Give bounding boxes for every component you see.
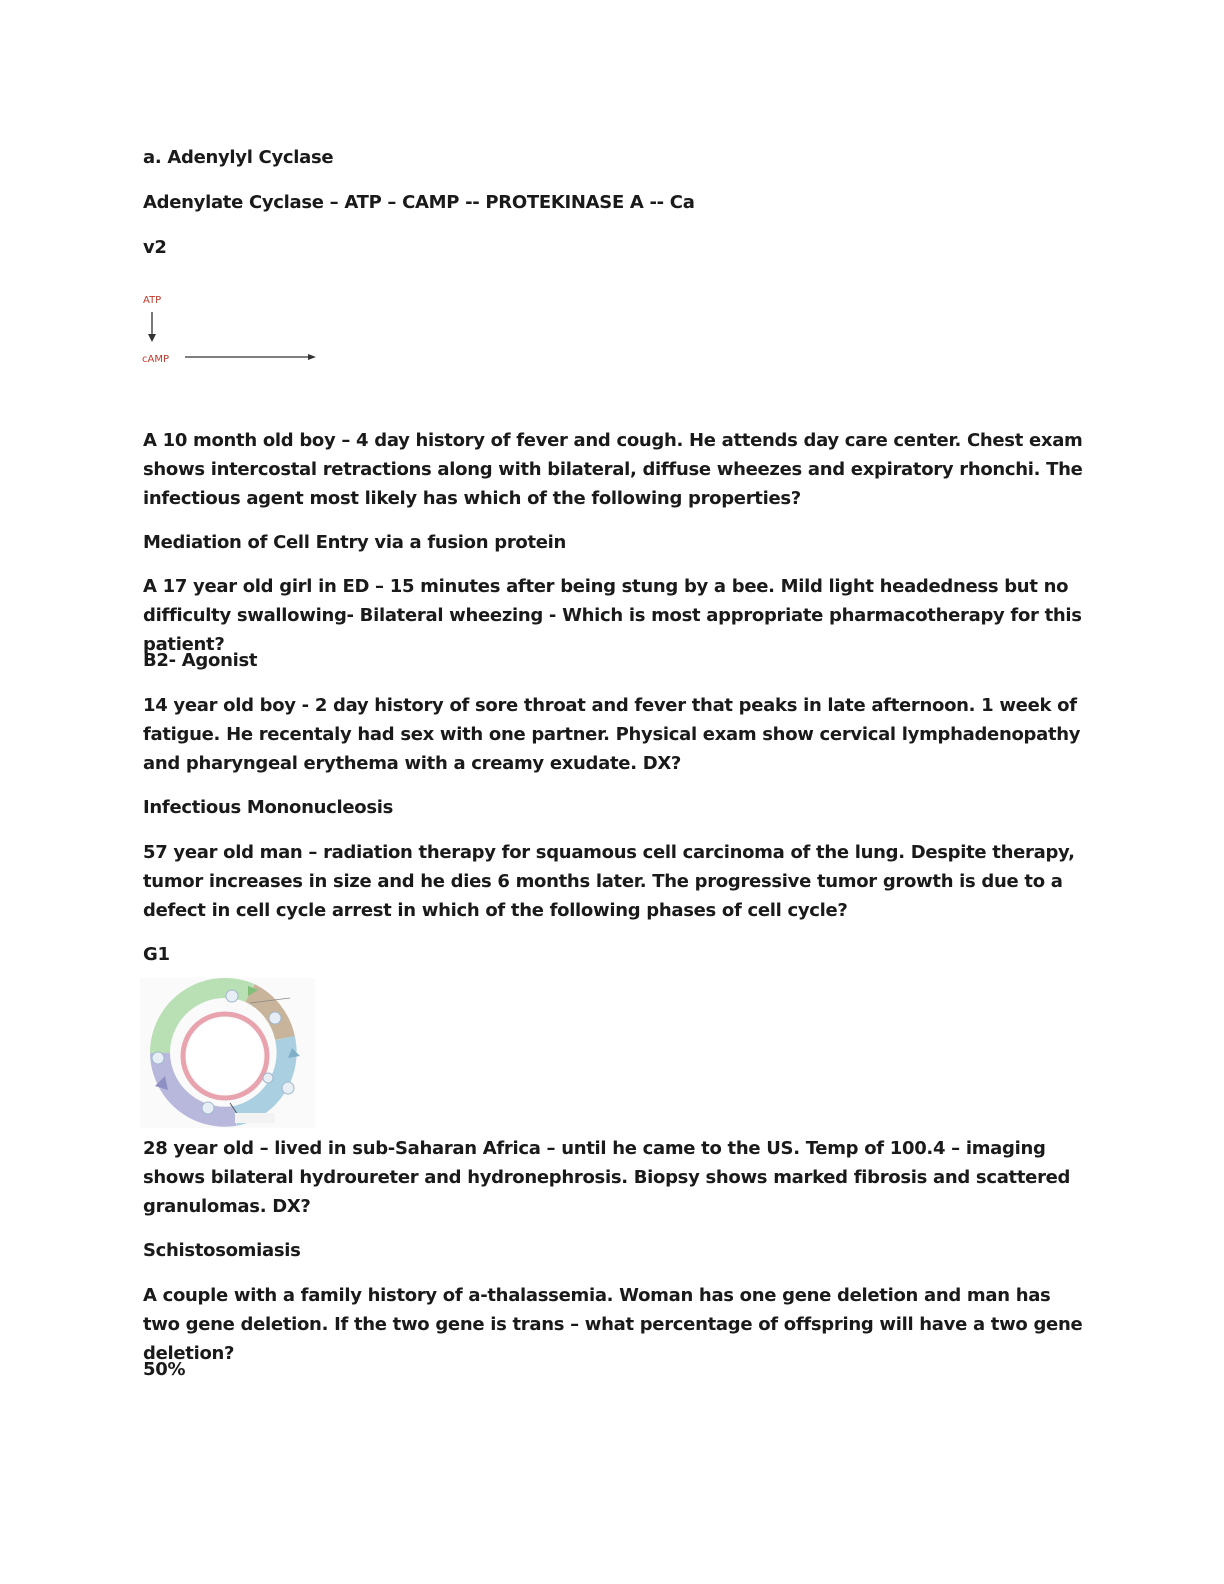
- checkpoint-dot: [263, 1073, 273, 1083]
- camp-label: cAMP: [142, 354, 169, 365]
- answer-1: Mediation of Cell Entry via a fusion protein: [143, 532, 567, 553]
- v2-label: v2: [143, 237, 167, 258]
- atp-label: ATP: [143, 295, 162, 306]
- right-arrowhead-icon: [308, 354, 316, 360]
- answer-6: 50%: [143, 1359, 186, 1380]
- question-5: 28 year old – lived in sub-Saharan Africa – until he came to the US. Temp of 100.4 – imaging shows bilateral hydroureter and hydronephrosis. Biopsy shows marked fibrosis and scattered granulomas. DX?: [143, 1138, 1071, 1217]
- question-4: 57 year old man – radiation therapy for squamous cell carcinoma of the lung. Despite therapy, tumor increases in size and he dies 6 months later. The progressive tumor growth is due to a defect in cell cycle arrest in which of the following phases of cell cycle?: [143, 842, 1075, 921]
- answer-4: G1: [143, 944, 170, 965]
- pathway-line: Adenylate Cyclase – ATP – CAMP -- PROTEKINASE A -- Ca: [143, 192, 695, 213]
- question-1: A 10 month old boy – 4 day history of fever and cough. He attends day care center. Chest exam shows intercostal retractions along with bilateral, diffuse wheezes and expiratory rhonchi. The infectious agent most likely has which of the following properties?: [143, 430, 1083, 509]
- checkpoint-dot: [152, 1052, 164, 1064]
- checkpoint-dot: [282, 1082, 294, 1094]
- checkpoint-dot: [269, 1012, 281, 1024]
- answer-3: Infectious Mononucleosis: [143, 797, 394, 818]
- checkpoint-dot: [202, 1102, 214, 1114]
- checkpoint-dot: [226, 990, 238, 1002]
- section-heading: a. Adenylyl Cyclase: [143, 147, 334, 168]
- answer-5: Schistosomiasis: [143, 1240, 301, 1261]
- question-6: A couple with a family history of a-thalassemia. Woman has one gene deletion and man has two gene deletion. If the two gene is trans – what percentage of offspring will have a two gene deletion?: [143, 1285, 1083, 1364]
- cycle-center: [187, 1018, 263, 1094]
- cell-cycle-figure: [140, 978, 315, 1128]
- question-2: A 17 year old girl in ED – 15 minutes after being stung by a bee. Mild light headedness but no difficulty swallowing- Bilateral wheezing - Which is most appropriate pharmacotherapy for this patient?: [143, 576, 1082, 655]
- answer-2: B2- Agonist: [143, 650, 258, 671]
- atp-camp-figure: [140, 290, 330, 370]
- question-3: 14 year old boy - 2 day history of sore throat and fever that peaks in late afternoon. 1 week of fatigue. He recentaly had sex with one partner. Physical exam show cervical lymphadenopathy and pharyngeal erythema with a creamy exudate. DX?: [143, 695, 1081, 774]
- down-arrowhead-icon: [148, 334, 156, 342]
